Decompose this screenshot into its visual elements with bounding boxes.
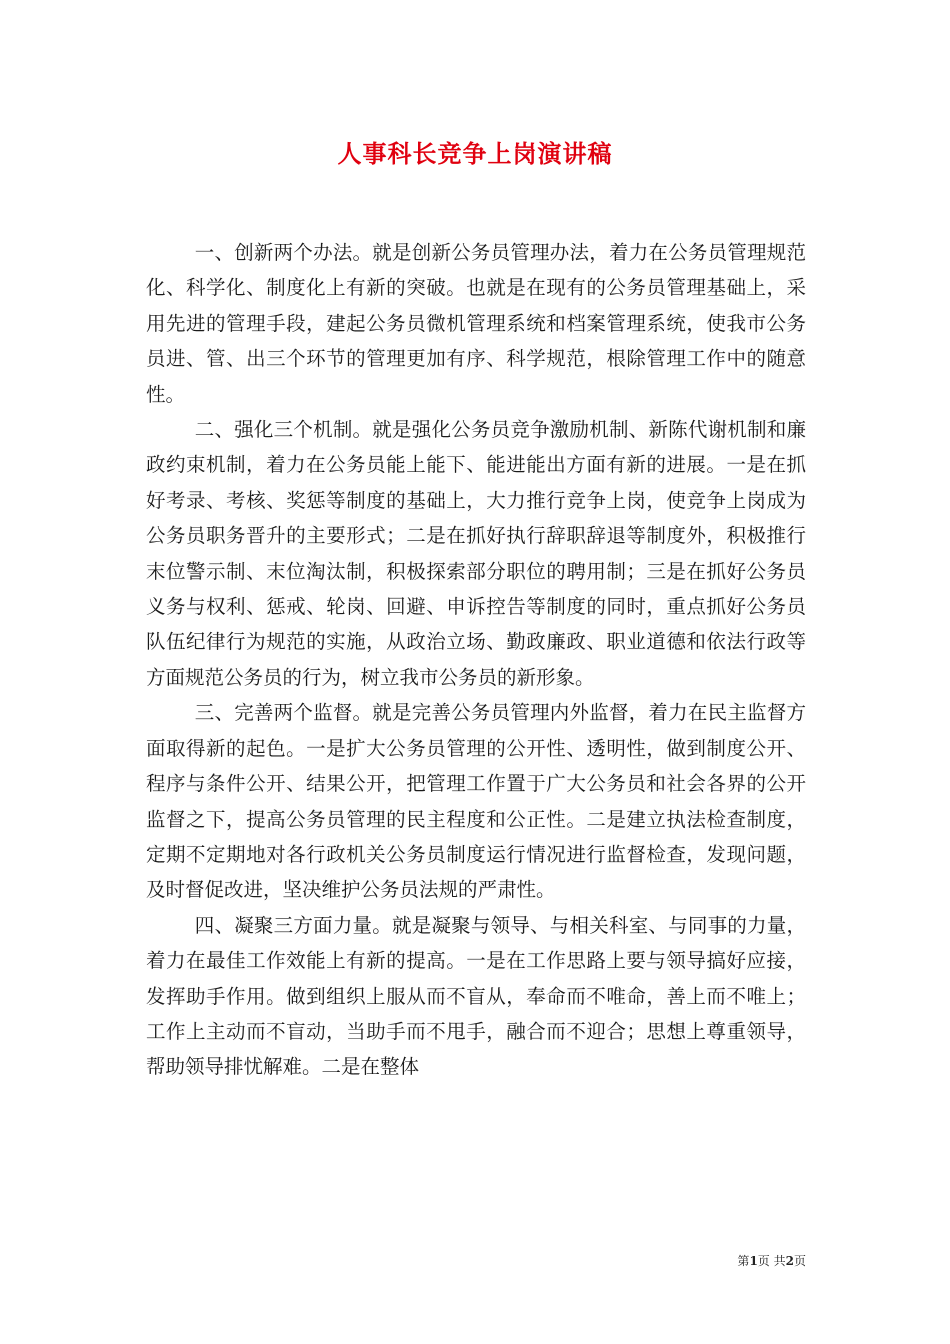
footer-suffix: 页 <box>793 1254 806 1268</box>
paragraph-2: 二、强化三个机制。就是强化公务员竞争激励机制、新陈代谢机制和廉政约束机制，着力在公务员能上能下、能进能出方面有新的进展。一是在抓好考录、考核、奖惩等制度的基础上，大力推行竞争上岗，使竞争上岗成为公务员职务晋升的主要形式；二是在抓好执行辞职辞退等制度外，积极推行末位警示制、末位淘汰制，积极探索部分职位的聘用制；三是在抓好公务员义务与权利、惩戒、轮岗、回避、申诉控告等制度的同时，重点抓好公务员队伍纪律行为规范的实施，从政治立场、勤政廉政、职业道德和依法行政等方面规范公务员的行为，树立我市公务员的新形象。 <box>146 418 806 689</box>
paragraph-4: 四、凝聚三方面力量。就是凝聚与领导、与相关科室、与同事的力量，着力在最佳工作效能上有新的提高。一是在工作思路上要与领导搞好应接，发挥助手作用。做到组织上服从而不盲从，奉命而不唯命，善上而不唯上；工作上主动而不盲动，当助手而不甩手，融合而不迎合；思想上尊重领导，帮助领导排忧解难。二是在整体 <box>146 913 806 1079</box>
document-title: 人事科长竞争上岗演讲稿 <box>337 139 613 168</box>
document-body <box>146 235 806 1085</box>
paragraph-1: 一、创新两个办法。就是创新公务员管理办法，着力在公务员管理规范化、科学化、制度化上有新的突破。也就是在现有的公务员管理基础上，采用先进的管理手段，建起公务员微机管理系统和档案管理系统，使我市公务员进、管、出三个环节的管理更加有序、科学规范，根除管理工作中的随意性。 <box>146 241 806 406</box>
paragraph-3: 三、完善两个监督。就是完善公务员管理内外监督，着力在民主监督方面取得新的起色。一是扩大公务员管理的公开性、透明性，做到制度公开、程序与条件公开、结果公开，把管理工作置于广大公务员和社会各界的公开监督之下，提高公务员管理的民主程度和公正性。二是建立执法检查制度，定期不定期地对各行政机关公务员制度运行情况进行监督检查，发现问题，及时督促改进，坚决维护公务员法规的严肃性。 <box>146 701 806 902</box>
page-number-footer <box>706 1252 806 1269</box>
footer-total-pages: 2 <box>785 1254 794 1268</box>
footer-prefix: 第 <box>737 1254 750 1268</box>
footer-current-page: 1 <box>749 1254 758 1268</box>
footer-middle: 页 共 <box>757 1254 786 1268</box>
